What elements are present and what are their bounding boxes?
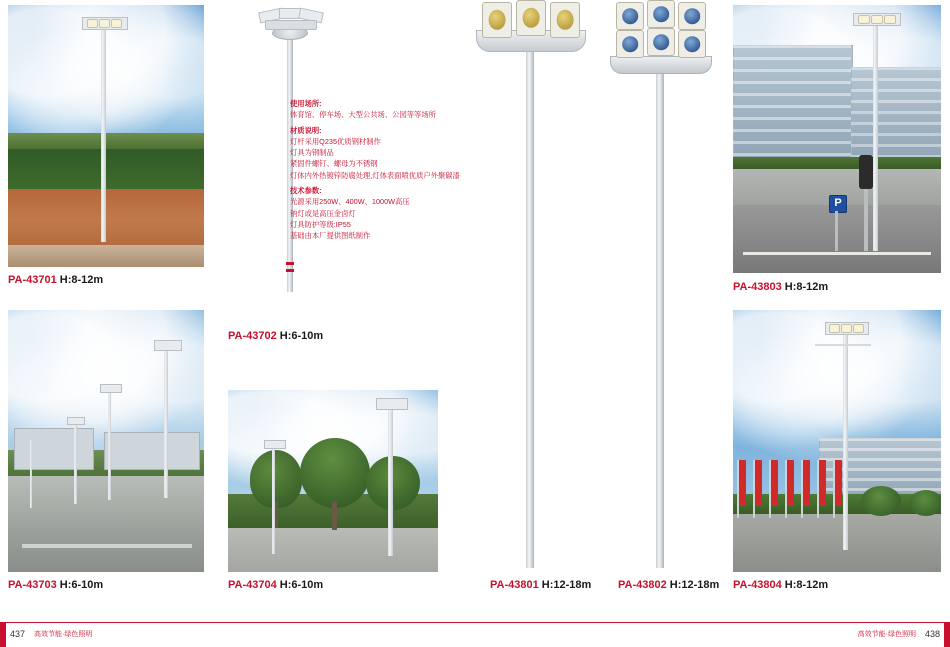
floodlight-cell — [482, 2, 512, 38]
product-code: PA-43802 — [618, 579, 667, 591]
light-pole — [272, 446, 275, 554]
specification-text — [290, 98, 460, 242]
caption-pa43803 — [733, 281, 828, 293]
light-pole — [873, 23, 878, 251]
lamp-bulb — [829, 324, 840, 333]
pole-marker — [286, 262, 294, 265]
product-height: H:6-10m — [279, 579, 324, 591]
product-code: PA-43803 — [733, 281, 782, 293]
footer-note-right: 高效节能·绿色照明 — [857, 631, 916, 638]
lamp-bulb — [99, 19, 110, 28]
light-pole — [843, 332, 848, 550]
spec-material-line: 灯体内外热镀锌防腐处理,灯体表面喷优质户外聚碳漆 — [290, 170, 460, 180]
footer-divider — [0, 622, 950, 623]
lamp-crown — [476, 0, 584, 52]
distant-hills — [8, 133, 204, 149]
spec-usage-title: 使用场所: — [290, 99, 322, 108]
crown-base — [610, 56, 712, 74]
floodlight-cell — [678, 30, 706, 58]
product-code: PA-43703 — [8, 579, 57, 591]
light-pole — [526, 48, 534, 568]
spec-tech-line: 钠灯或是高压金卤灯 — [290, 208, 356, 218]
lamp-crown — [255, 8, 325, 38]
plaza-pavement — [8, 476, 204, 572]
parking-sign-icon: P — [829, 195, 847, 213]
page-number-right: 438 — [924, 629, 940, 639]
product-code: PA-43804 — [733, 579, 782, 591]
floodlight-lens — [684, 8, 700, 24]
building-windows — [733, 45, 851, 165]
background-building — [14, 428, 94, 470]
spec-tech-line: 灯具防护等级:IP55 — [290, 219, 351, 229]
lamp-bulb — [871, 15, 883, 24]
product-code: PA-43704 — [228, 579, 277, 591]
floodlight-cell — [647, 28, 675, 56]
floodlight-cell — [550, 2, 580, 38]
product-height: H:8-12m — [784, 579, 829, 591]
product-height: H:6-10m — [59, 579, 104, 591]
light-pole — [74, 422, 77, 504]
right-edge-bar — [944, 623, 950, 647]
caption-pa43704 — [228, 579, 323, 591]
floodlight-lens — [489, 10, 506, 30]
product-photo-pa43804 — [733, 310, 941, 572]
caption-pa43701 — [8, 274, 103, 286]
tree — [300, 438, 370, 508]
product-height: H:8-12m — [59, 274, 104, 286]
spec-tech-line: 光源采用250W、400W、1000W高压 — [290, 197, 410, 207]
caption-pa43702 — [228, 330, 323, 342]
lamp-bulb — [87, 19, 98, 28]
curb-line — [22, 544, 192, 548]
product-height: H:6-10m — [279, 330, 324, 342]
tree — [861, 486, 901, 516]
lamp-bulb — [884, 15, 896, 24]
hedge — [733, 157, 941, 169]
spec-usage-text: 体育馆、停车场、大型公共场、公园等等场所 — [290, 110, 436, 120]
lamp-bulb — [841, 324, 852, 333]
tree — [909, 490, 941, 516]
product-height: H:8-12m — [784, 281, 829, 293]
product-code: PA-43801 — [490, 579, 539, 591]
spec-material-line: 紧固件螺钉、螺母为不锈钢 — [290, 159, 378, 169]
floodlight-lens — [653, 6, 669, 22]
floodlight-cell — [616, 30, 644, 58]
lamp-head — [264, 440, 286, 449]
page-number-left: 437 — [10, 629, 26, 639]
tree-line — [8, 147, 204, 189]
product-code: PA-43702 — [228, 330, 277, 342]
light-pole — [656, 70, 664, 568]
caption-pa43801 — [490, 579, 591, 591]
tree — [250, 450, 302, 508]
spec-material-line: 灯具为钢制品 — [290, 148, 334, 158]
lamp-head — [154, 340, 182, 351]
lamp-bulb — [111, 19, 122, 28]
sign-pole — [835, 211, 838, 251]
spec-material-line: 灯杆采用Q235优质钢材制作 — [290, 136, 381, 146]
lamp-head — [100, 384, 122, 393]
caption-pa43804 — [733, 579, 828, 591]
light-pole — [388, 406, 393, 556]
product-photo-pa43803 — [733, 5, 941, 273]
flag-poles — [737, 460, 849, 518]
light-pole — [30, 440, 32, 508]
product-height: H:12-18m — [541, 579, 592, 591]
crown-bracket — [265, 20, 317, 30]
spec-material-title: 材质说明: — [290, 125, 322, 135]
caption-pa43802 — [618, 579, 719, 591]
road-marking — [743, 252, 931, 255]
lamp-head — [67, 417, 85, 425]
floodlight-cell — [516, 0, 546, 36]
building-windows — [851, 67, 941, 165]
spec-tech-line: 基础由本厂提供图纸制作 — [290, 231, 371, 241]
product-illustration-pa43802 — [600, 0, 720, 572]
background-building — [104, 432, 200, 470]
product-photo-pa43704 — [228, 390, 438, 572]
floodlight-lens — [653, 34, 669, 50]
plaza-pavement — [733, 510, 941, 572]
lamp-bulb — [858, 15, 870, 24]
footer-note-left: 高效节能·绿色照明 — [34, 631, 93, 638]
lamp-crown — [606, 0, 714, 74]
floodlight-cell — [616, 2, 644, 30]
tree-trunk — [332, 502, 337, 530]
spec-tech-title: 技术参数: — [290, 186, 322, 196]
traffic-light — [859, 155, 873, 189]
product-illustration-pa43801 — [470, 0, 590, 572]
crossarm — [815, 344, 871, 346]
lamp-bulb — [853, 324, 864, 333]
product-code: PA-43701 — [8, 274, 57, 286]
traffic-light-pole — [864, 189, 868, 251]
floodlight-lens — [557, 10, 574, 30]
floodlight-cell — [678, 2, 706, 30]
left-edge-bar — [0, 623, 6, 647]
product-height: H:12-18m — [669, 579, 720, 591]
caption-pa43703 — [8, 579, 103, 591]
light-pole — [101, 27, 106, 242]
floodlight-lens — [684, 36, 700, 52]
light-pole — [108, 390, 111, 500]
dirt-road — [8, 245, 204, 267]
floodlight-lens — [622, 8, 638, 24]
floodlight-lens — [523, 8, 540, 28]
tree — [366, 456, 420, 510]
floodlight-cell — [647, 0, 675, 28]
product-photo-pa43703 — [8, 310, 204, 572]
floodlight-lens — [622, 36, 638, 52]
pole-marker — [286, 269, 294, 272]
product-photo-pa43701 — [8, 5, 204, 267]
light-pole — [164, 348, 168, 498]
lamp-head — [376, 398, 408, 410]
